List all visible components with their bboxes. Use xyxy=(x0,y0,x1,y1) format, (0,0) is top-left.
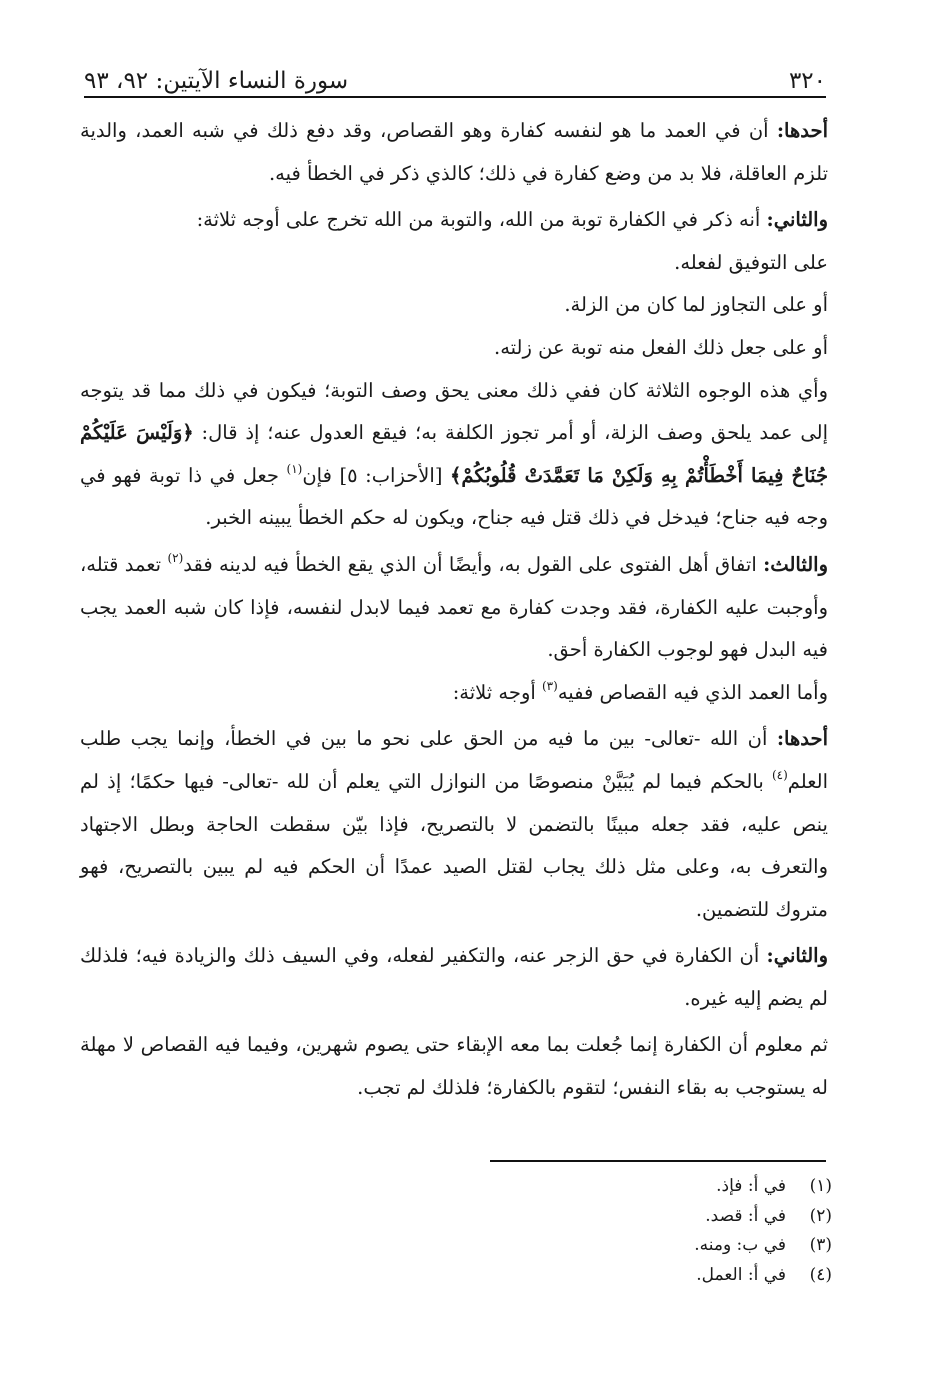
page-header xyxy=(84,58,826,94)
footnote-text: في أ: العمل. xyxy=(696,1264,786,1285)
paragraph-text: اتفاق أهل الفتوى على القول به، وأيضًا أن الذي يقع الخطأ فيه لدينه فقد xyxy=(183,552,764,576)
paragraph-label: والثاني: xyxy=(766,208,828,232)
footnote xyxy=(532,1202,832,1232)
footnote-text: في أ: قصد. xyxy=(705,1205,786,1226)
paragraph-text: وأي هذه الوجوه الثلاثة كان ففي ذلك معنى يحق وصف التوبة؛ فيكون في ذلك مما قد يتوجه إلى عمد يلحق وصف الزلة، أو أمر تجوز الكلفة به؛ فيقع العدول عنه؛ إذ قال: xyxy=(80,378,828,445)
quran-verse: ﴿وَلَيْسَ عَلَيْكُمْ جُنَاحٌ فِيمَا أَخْطَأْتُمْ بِهِ وَلَكِنْ مَا تَعَمَّدَتْ قُلُوبُكُمْ﴾ xyxy=(80,421,829,487)
paragraph xyxy=(80,935,828,1020)
paragraph: ثم معلوم أن الكفارة إنما جُعلت بما معه الإبقاء حتى يصوم شهرين، وفيما فيه القصاص لا مهلة له يستوجب به بقاء النفس؛ لتقوم بالكفارة؛ فلذلك لم تجب. xyxy=(80,1033,828,1100)
paragraph xyxy=(80,718,828,931)
paragraph: أو على التجاوز لما كان من الزلة. xyxy=(564,293,828,317)
footnote xyxy=(532,1172,832,1202)
paragraph-text: أن الله -تعالى- بين ما فيه من الحق على نحو ما بين في الخطأ، وإنما يجب طلب العلم xyxy=(80,727,828,793)
paragraph-text: جعل في ذا توبة فهو في وجه فيه جناح؛ فيدخل في ذلك قتل فيه جناح، ويكون له حكم الخطأ يبينه الخبر. xyxy=(80,463,828,530)
paragraph-label: أحدها: xyxy=(776,119,828,142)
paragraph-text: بالحكم فيما لم يُبَيَّنْ منصوصًا من النوازل التي يعلم أن لله -تعالى- فيها حكمًا؛ إذ لم ينص عليه، فقد جعله مبينًا بالتضمن لا بالتصريح، فإذا بيّن سقطت الحاجة وبطل الاجتهاد والتعرف به، وعلى مثل ذلك يجاب لقتل الصيد عمدًا أن الحكم فيه لم يبين بالتصريح، فهو متروك للتضمين. xyxy=(80,769,828,921)
verse-reference: [الأحزاب: ٥] فإن xyxy=(302,463,450,487)
paragraph xyxy=(80,370,828,540)
footnote xyxy=(532,1231,832,1261)
header-rule xyxy=(84,96,826,98)
footnotes xyxy=(532,1172,832,1290)
paragraph-text: أن في العمد ما هو لنفسه كفارة وهو القصاص، وقد دفع ذلك في شبه العمد، والدية تلزم العاقلة، فلا بد من وضع كفارة في ذلك؛ كالذي ذكر في الخطأ فيه. xyxy=(80,119,828,185)
footnote-number: (١) xyxy=(809,1176,832,1196)
page-number: ٣٢٠ xyxy=(788,68,826,94)
paragraph xyxy=(80,672,828,715)
paragraph-label: أحدها: xyxy=(776,727,828,751)
footnote-text: في أ: فإذ. xyxy=(716,1176,786,1196)
paragraph-text: أن الكفارة في حق الزجر عنه، والتكفير لفعله، وفي السيف ذلك والزيادة فيه؛ فلذلك لم يضم إليه غيره. xyxy=(80,944,828,1010)
footnote-marker[interactable]: (١) xyxy=(286,461,303,476)
footnote-number: (٢) xyxy=(809,1205,832,1226)
footnote-number: (٤) xyxy=(809,1264,832,1285)
paragraph-text: تعمد قتله، وأوجبت عليه الكفارة، فقد وجدت كفارة مع تعمد فيما لابدل لنفسه، فإذا كان شبه العمد يجب فيه البدل فهو لوجوب الكفارة أحق. xyxy=(80,552,828,662)
paragraph-text: أوجه ثلاثة: xyxy=(452,680,542,704)
footnote-marker[interactable]: (٣) xyxy=(541,678,558,693)
paragraph-label: والثالث: xyxy=(763,552,828,576)
footnote xyxy=(532,1261,832,1291)
footnote-marker[interactable]: (٤) xyxy=(771,767,788,782)
footnote-text: في ب: ومنه. xyxy=(694,1235,786,1255)
paragraph xyxy=(80,199,828,242)
footnote-marker[interactable]: (٢) xyxy=(167,550,184,565)
paragraph-text: وأما العمد الذي فيه القصاص ففيه xyxy=(557,680,828,704)
paragraph xyxy=(80,544,828,672)
paragraph-label: والثاني: xyxy=(766,944,828,968)
paragraph: أو على جعل ذلك الفعل منه توبة عن زلته. xyxy=(494,335,828,359)
footnote-rule xyxy=(490,1160,826,1162)
main-text xyxy=(80,110,828,1110)
paragraph: على التوفيق لفعله. xyxy=(674,250,828,274)
paragraph-text: أنه ذكر في الكفارة توبة من الله، والتوبة من الله تخرج على أوجه ثلاثة: xyxy=(196,208,767,232)
footnote-number: (٣) xyxy=(809,1235,832,1255)
paragraph xyxy=(80,110,828,195)
running-title: سورة النساء الآيتين: ٩٢، ٩٣ xyxy=(84,68,349,94)
